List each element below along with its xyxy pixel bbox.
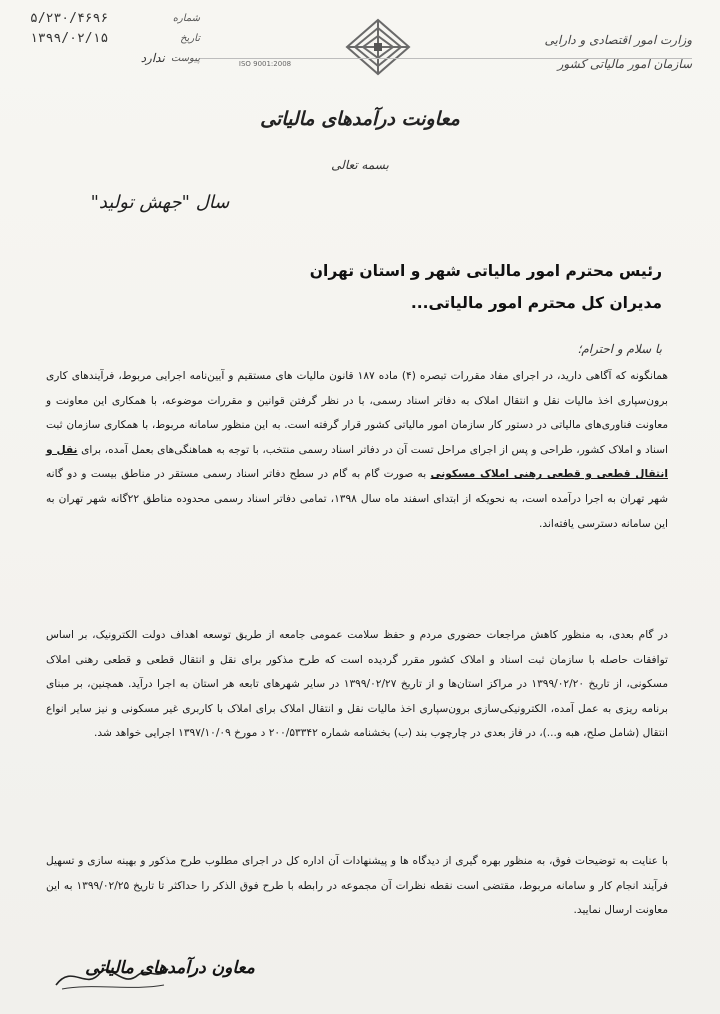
- paragraph-1-text: همانگونه که آگاهی دارید، در اجرای مفاد مقررات تبصره (۴) ماده ۱۸۷ قانون مالیات های مستقیم و آیین‌نامه اجرایی مربوط، فرآیندهای کاری برون‌سپاری اخذ مالیات نقل و انتقال املاک به دفاتر اسناد رسمی، با در نظر گرفتن قوانین و مقررات موضوعه، با همکاری این معاونت و معاونت فناوری‌های مالیاتی در دستور کار سازمان امور مالیاتی کشور قرار گرفته است. به این منظور سامانه مربوط، با همکاری سازمان ثبت اسناد و املاک کشور، طراحی و پس از اجرای مراحل تست آن در دفاتر اسناد رسمی منتخب، با توجه به هماهنگی‌های بعمل آمده، برای: [46, 370, 668, 456]
- letter-number-row: [30, 8, 200, 28]
- letter-attachment-label: پیوست: [170, 52, 200, 64]
- body-paragraph-2: در گام بعدی، به منظور کاهش مراجعات حضوری مردم و حفظ سلامت عمومی جامعه از طریق توسعه اهداف دولت الکترونیک، بر اساس توافقات حاصله با سازمان ثبت اسناد و املاک کشور مقرر گردیده است که طرح مذکور برای نقل و انتقال قطعی و قطعی رهنی املاک مسکونی، از تاریخ ۱۳۹۹/۰۲/۲۰ در مراکز استان‌ها و از تاریخ ۱۳۹۹/۰۲/۲۷ در سایر شهرهای تابعه هر استان به اجرا درآید. همچنین، بر مبنای برنامه ریزی به عمل آمده، الکترونیکی‌سازی برون‌سپاری اخذ مالیات نقل و انتقال املاک برای املاک با کاربری غیر مسکونی و نیز سایر انواع انتقال (شامل صلح، هبه و...)، در فاز بعدی در چارچوب بند (ب) بخشنامه شماره ۲۰۰/۵۳۳۴۲ د مورخ ۱۳۹۷/۱۰/۰۹ اجرایی خواهد شد.: [46, 629, 668, 740]
- header-divider: [200, 58, 692, 59]
- letter-number: ۵/۲۳۰/۴۶۹۶: [30, 10, 109, 26]
- year-slogan: سال "جهش تولید": [90, 192, 230, 213]
- letter-date: ۱۳۹۹/۰۲/۱۵: [30, 30, 109, 46]
- letter-attachment-row: [30, 48, 200, 68]
- ministry-name: وزارت امور اقتصادی و دارایی: [544, 33, 692, 47]
- paragraph-1-underlined: نقل و انتقال قطعی و قطعی رهنی املاک مسکونی: [46, 443, 668, 481]
- greeting: با سلام و احترام؛: [577, 342, 662, 356]
- letter-meta: [30, 8, 200, 68]
- iso-certification: ISO 9001:2008: [205, 58, 325, 68]
- paragraph-1-text-continued: به صورت گام به گام در سطح دفاتر اسناد رسمی مستقر در مناطق بیست و دو گانه شهر تهران به اجرا درآمده است، به نحویکه از ابتدای اسفند ماه سال ۱۳۹۸، تمامی دفاتر اسناد رسمی محدوده مناطق ۲۲گانه شهر تهران به این سامانه دسترسی یافته‌اند.: [46, 468, 668, 530]
- organization-name: سازمان امور مالیاتی کشور: [557, 57, 692, 71]
- letter-attachment-value: ندارد: [140, 51, 165, 65]
- letter-number-label: شماره: [172, 12, 200, 24]
- letter-date-row: [30, 28, 200, 48]
- body-paragraph-1: [46, 364, 668, 536]
- tax-organization-emblem-icon: [345, 18, 411, 76]
- body-paragraph-3: با عنایت به توضیحات فوق، به منظور بهره گیری از دیدگاه ها و پیشنهادات آن اداره کل در اجرای مطلوب طرح مذکور و بهینه سازی و تسهیل فرآیند انجام کار و سامانه مربوط، مقتضی است نقطه نظرات آن مجموعه در رابطه با طرح فوق الذکر را حداکثر تا تاریخ ۱۳۹۹/۰۲/۲۵ به این معاونت ارسال نمایید.: [46, 855, 668, 917]
- recipient-line-1: رئیس محترم امور مالیاتی شهر و استان تهران: [309, 262, 662, 280]
- signatory-title: معاون درآمدهای مالیاتی: [85, 958, 255, 978]
- recipient-line-2: مدیران کل محترم امور مالیاتی...: [410, 294, 662, 312]
- letterhead: [462, 28, 692, 76]
- department-title: معاونت درآمدهای مالیاتی: [260, 108, 460, 130]
- bismillah: بسمه تعالی: [331, 158, 389, 172]
- letter-date-label: تاریخ: [180, 32, 200, 44]
